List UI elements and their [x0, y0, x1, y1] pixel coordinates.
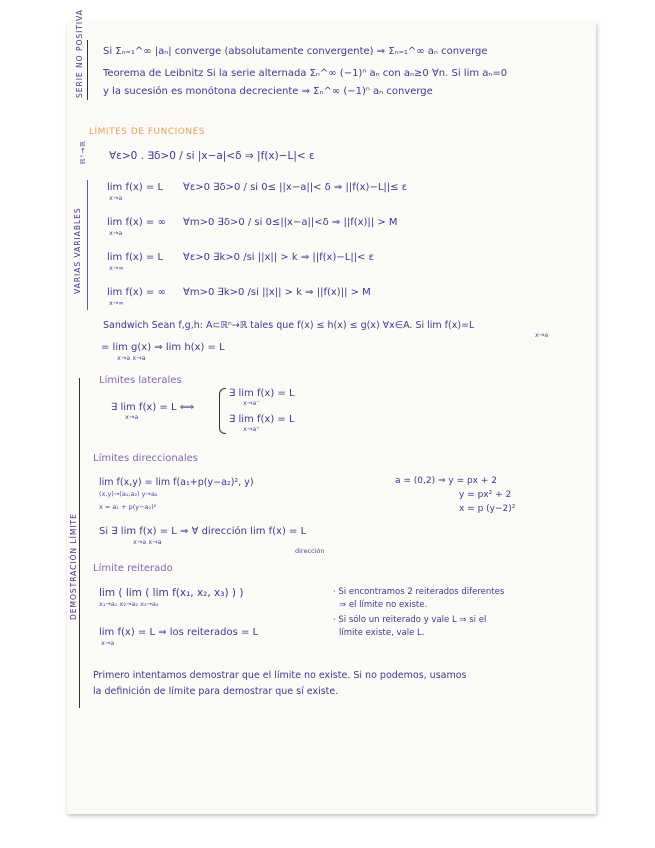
reiterado-title: Límite reiterado: [93, 563, 173, 574]
laterales-left-sub: x→a: [125, 413, 139, 421]
side-label-varias-variables: VARIAS VARIABLES: [73, 207, 82, 294]
direccionales-si-sub-2: dirección: [295, 547, 325, 555]
limit-definition: ∀ε>0 . ∃δ>0 / si |x−a|<δ ⇒ |f(x)−L|< ε: [109, 150, 315, 162]
laterales-left: ∃ lim f(x) = L ⟺: [111, 402, 195, 413]
side-label-serie-no-positiva: SERIE NO POSITIVA: [75, 9, 84, 98]
reiterado-note-4: límite existe, vale L.: [339, 628, 425, 638]
laterales-right-2: ∃ lim f(x) = L: [229, 414, 295, 425]
reiterado-limit-2-sub: x→a: [101, 639, 115, 647]
series-line-3: y la sucesión es monótona decreciente ⇒ Σₙ^∞ (−1)ⁿ aₙ converge: [103, 86, 433, 97]
limit-row-lim: lim f(x) = ∞: [107, 287, 166, 298]
side-label-rn: ℝⁿ→ℝ: [79, 140, 87, 164]
series-line-1: Si Σₙ₌₁^∞ |aₙ| converge (absolutamente convergente) ⇒ Σₙ₌₁^∞ aₙ converge: [103, 46, 488, 57]
limit-row-rest: ∀ε>0 ∃δ>0 / si 0≤ ||x−a||< δ ⇒ ||f(x)−L||≤ ε: [183, 182, 408, 193]
direccionales-sub-1: (x,y)→(a₁,a₂) y→a₂: [99, 490, 158, 498]
final-note-line-2: la definición de límite para demostrar que sí existe.: [93, 686, 339, 697]
limit-row-lim: lim f(x) = ∞: [107, 217, 166, 228]
reiterado-note-3: · Si sólo un reiterado y vale L ⇒ si el: [333, 615, 487, 625]
serie-bracket: [87, 40, 88, 100]
side-label-demostracion-limite: DEMOSTRACIÓN LÍMITE: [69, 513, 78, 620]
limit-row-rest: ∀m>0 ∃k>0 /si ||x|| > k ⇒ ||f(x)|| > M: [183, 287, 371, 298]
direccionales-example-3: x = p (y−2)²: [459, 504, 516, 514]
laterales-brace: [219, 388, 226, 434]
direccionales-example-1: a = (0,2) ⇒ y = px + 2: [395, 476, 497, 486]
limit-row-sub: x→a: [109, 194, 123, 202]
limit-row-lim: lim f(x) = L: [107, 182, 164, 193]
direccionales-title: Límites direccionales: [93, 453, 198, 464]
laterales-right-2-sub: x→a⁺: [243, 425, 260, 433]
demostracion-bracket: [79, 378, 80, 708]
notebook-page: [67, 9, 596, 814]
limit-row-lim: lim f(x) = L: [107, 252, 164, 263]
direccionales-example-2: y = px² + 2: [459, 490, 512, 500]
limit-row-sub: x→∞: [109, 264, 124, 272]
reiterado-limit: lim ( lim ( lim f(x₁, x₂, x₃) ) ): [99, 587, 244, 599]
limit-row-rest: ∀ε>0 ∃k>0 /si ||x|| > k ⇒ ||f(x)−L||< ε: [183, 252, 375, 263]
sandwich-line-1: Sandwich Sean f,g,h: A⊂ℝⁿ→ℝ tales que f(x) ≤ h(x) ≤ g(x) ∀x∈A. Si lim f(x)=L: [103, 320, 475, 331]
direccionales-si: Si ∃ lim f(x) = L ⇒ ∀ dirección lim f(x) = L: [99, 526, 307, 537]
varias-variables-bracket: [87, 180, 88, 310]
sandwich-line-2: = lim g(x) ⇒ lim h(x) = L: [101, 342, 225, 353]
reiterado-limit-2: lim f(x) = L ⇒ los reiterados = L: [99, 627, 259, 638]
series-line-2: Teorema de Leibnitz Si la serie alternada Σₙ^∞ (−1)ⁿ aₙ con aₙ≥0 ∀n. Si lim aₙ=0: [103, 68, 508, 79]
reiterado-sub: x₁→a₁ x₂→a₂ x₃→a₃: [99, 600, 159, 608]
sandwich-sub-2: x→a x→a: [117, 354, 146, 362]
direccionales-sub-2: x = a₁ + p(y−a₂)²: [99, 503, 157, 511]
limit-row-sub: x→a: [109, 229, 123, 237]
reiterado-note-1: · Si encontramos 2 reiterados diferentes: [333, 587, 505, 597]
direccionales-limit: lim f(x,y) = lim f(a₁+p(y−a₂)², y): [99, 477, 254, 488]
laterales-right-1: ∃ lim f(x) = L: [229, 388, 295, 399]
section-title-limites: LÍMITES DE FUNCIONES: [89, 127, 205, 137]
sandwich-sub-1: x→a: [535, 331, 549, 339]
limit-row-rest: ∀m>0 ∃δ>0 / si 0≤||x−a||<δ ⇒ ||f(x)|| > M: [183, 217, 398, 228]
direccionales-si-sub: x→a x→a: [133, 538, 162, 546]
laterales-title: Límites laterales: [99, 375, 182, 386]
final-note-line-1: Primero intentamos demostrar que el límite no existe. Si no podemos, usamos: [93, 670, 467, 681]
reiterado-note-2: ⇒ el límite no existe.: [339, 600, 428, 610]
limit-row-sub: x→∞: [109, 299, 124, 307]
laterales-right-1-sub: x→a⁻: [243, 399, 260, 407]
